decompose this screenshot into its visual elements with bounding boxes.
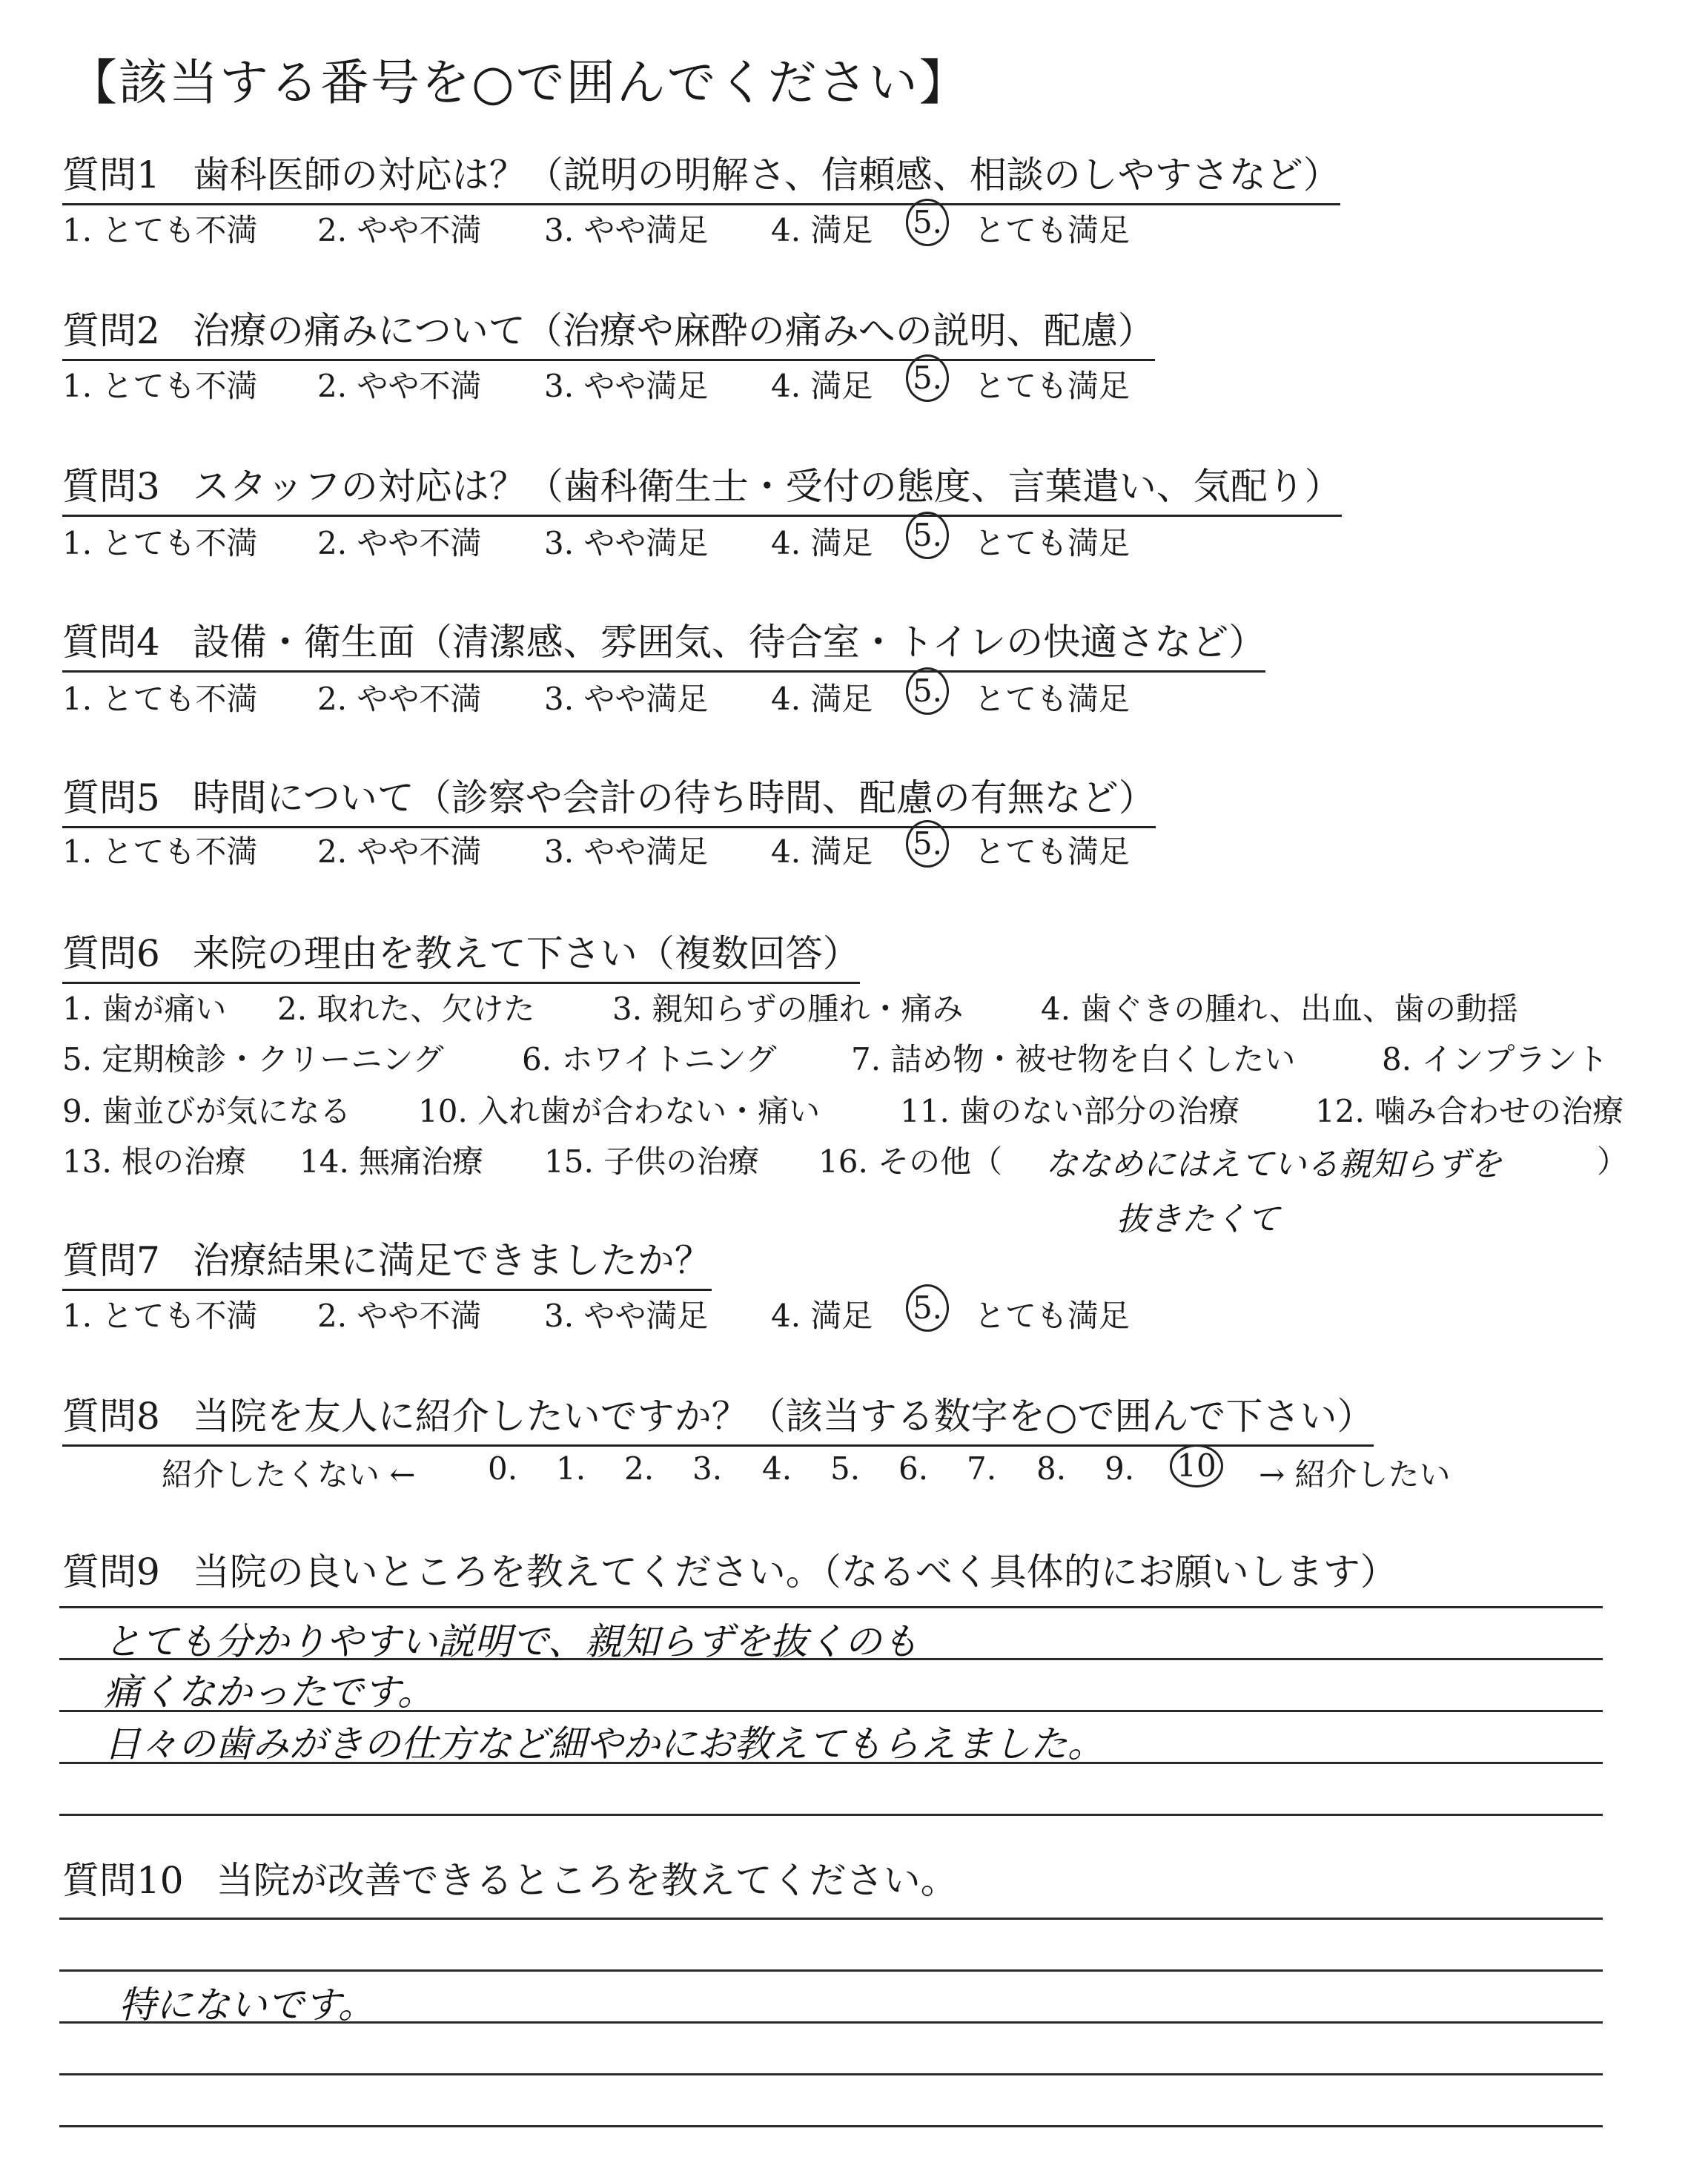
question-8-title: [62, 1387, 1374, 1447]
question-number: 質問7: [62, 1239, 160, 1282]
question-4-title: [62, 612, 1265, 673]
question-number: 質問5: [62, 776, 160, 819]
reason-item: 14. 無痛治療: [299, 1143, 484, 1180]
question-text: 設備・衛生面（清潔感、雰囲気、待合室・トイレの快適さなど）: [192, 621, 1266, 664]
option-1: 1. とても不満: [62, 833, 258, 870]
q9-answer-line-2: 痛くなかったです。: [104, 1671, 434, 1714]
option-1: 1. とても不満: [62, 368, 258, 404]
scale-number: 8.: [1036, 1450, 1067, 1487]
option-2: 2. やや不満: [317, 525, 482, 561]
option-5-circled: 5.: [906, 1284, 949, 1332]
reason-item: 5. 定期検診・クリーニング: [62, 1041, 444, 1077]
reason-item: 12. 噛み合わせの治療: [1315, 1093, 1624, 1129]
question-3-title: [62, 457, 1342, 517]
q6-other-handwritten-line-1: ななめにはえている親知らずを: [1045, 1146, 1502, 1183]
scale-number: 4.: [762, 1450, 792, 1487]
option-5-label: とても満足: [974, 212, 1131, 248]
question-text: スタッフの対応は？（歯科衛生士・受付の態度、言葉遣い、気配り）: [192, 465, 1342, 508]
option-4: 4. 満足: [771, 681, 873, 717]
q9-answer-line-1: とても分かりやすい説明で、親知らずを抜くのも: [104, 1620, 918, 1663]
scale-number: 0.: [488, 1450, 518, 1487]
q9-answer-line-3: 日々の歯みがきの仕方など細やかにお教えてもらえました。: [104, 1723, 1105, 1766]
option-3: 3. やや満足: [544, 212, 709, 248]
option-1: 1. とても不満: [62, 212, 258, 248]
reason-item: 4. 歯ぐきの腫れ、出血、歯の動揺: [1041, 991, 1518, 1027]
question-9-title: [62, 1542, 1397, 1600]
question-text: 治療の痛みについて（治療や麻酔の痛みへの説明、配慮）: [192, 309, 1155, 352]
option-5-circled: 5.: [906, 820, 949, 868]
answer-line: [59, 2073, 1603, 2075]
question-number: 質問1: [62, 153, 160, 196]
scale-left-label: 紹介したくない ←: [162, 1456, 416, 1493]
question-number: 質問9: [62, 1550, 160, 1593]
option-3: 3. やや満足: [544, 1298, 709, 1334]
option-5-label: とても満足: [974, 525, 1131, 561]
question-1-title: [62, 145, 1340, 205]
question-number: 質問6: [62, 932, 160, 975]
reason-item: 15. 子供の治療: [544, 1143, 760, 1180]
q10-answer: 特にないです。: [119, 1984, 375, 2027]
reason-item: 2. 取れた、欠けた: [277, 991, 535, 1027]
reason-item: 16. その他（: [818, 1143, 1003, 1180]
option-2: 2. やや不満: [317, 1298, 482, 1334]
option-4: 4. 満足: [771, 368, 873, 404]
scale-number-circled: 10: [1170, 1444, 1223, 1487]
reason-item: 10. 入れ歯が合わない・痛い: [418, 1093, 821, 1129]
option-2: 2. やや不満: [317, 681, 482, 717]
question-text: 治療結果に満足できましたか？: [192, 1239, 712, 1282]
scale-number: 5.: [830, 1450, 861, 1487]
option-3: 3. やや満足: [544, 368, 709, 404]
answer-line: [59, 1918, 1603, 1920]
scale-number: 6.: [898, 1450, 929, 1487]
option-4: 4. 満足: [771, 212, 873, 248]
q6-other-handwritten-line-2: 抜きたくて: [1116, 1200, 1280, 1238]
question-2-title: [62, 301, 1155, 361]
reason-item: 7. 詰め物・被せ物を白くしたい: [851, 1041, 1296, 1077]
scale-number: 1.: [556, 1450, 586, 1487]
question-10-title: [62, 1851, 958, 1909]
question-number: 質問2: [62, 309, 160, 352]
option-1: 1. とても不満: [62, 525, 258, 561]
option-2: 2. やや不満: [317, 833, 482, 870]
question-number: 質問3: [62, 465, 160, 508]
reason-item: 6. ホワイトニング: [522, 1041, 777, 1077]
reason-item: 3. 親知らずの腫れ・痛み: [612, 991, 964, 1027]
question-text: 当院を友人に紹介したいですか？（該当する数字を○で囲んで下さい）: [192, 1395, 1374, 1438]
scale-number: 9.: [1105, 1450, 1135, 1487]
scale-number: 3.: [692, 1450, 723, 1487]
scale-number: 7.: [967, 1450, 997, 1487]
scale-number: 2.: [624, 1450, 655, 1487]
option-5-circled: 5.: [906, 199, 949, 246]
option-4: 4. 満足: [771, 1298, 873, 1334]
option-3: 3. やや満足: [544, 681, 709, 717]
option-5-circled: 5.: [906, 512, 949, 559]
option-5-label: とても満足: [974, 368, 1131, 404]
reason-item: 13. 根の治療: [62, 1143, 247, 1180]
reason-item: 11. 歯のない部分の治療: [900, 1093, 1240, 1129]
reason-item: 9. 歯並びが気になる: [62, 1093, 351, 1129]
question-text: 時間について（診察や会計の待ち時間、配慮の有無など）: [192, 776, 1156, 819]
question-6-title: [62, 924, 860, 984]
option-5-circled: 5.: [906, 354, 949, 402]
option-5-circled: 5.: [906, 667, 949, 715]
question-text: 来院の理由を教えて下さい（複数回答）: [192, 932, 860, 975]
option-4: 4. 満足: [771, 833, 873, 870]
answer-line: [59, 1969, 1603, 1972]
reason-item: 1. 歯が痛い: [62, 991, 227, 1027]
option-3: 3. やや満足: [544, 833, 709, 870]
answer-line: [59, 1814, 1603, 1816]
option-1: 1. とても不満: [62, 1298, 258, 1334]
option-3: 3. やや満足: [544, 525, 709, 561]
question-5-title: [62, 768, 1156, 828]
question-number: 質問8: [62, 1395, 160, 1438]
reason-item: 8. インプラント: [1382, 1041, 1609, 1077]
question-7-title: [62, 1231, 712, 1291]
option-2: 2. やや不満: [317, 212, 482, 248]
option-5-label: とても満足: [974, 833, 1131, 870]
option-2: 2. やや不満: [317, 368, 482, 404]
option-1: 1. とても不満: [62, 681, 258, 717]
reason-paren-close: ）: [1597, 1143, 1629, 1180]
page-header: 【該当する番号を○で囲んでください】: [68, 54, 970, 111]
option-5-label: とても満足: [974, 1298, 1131, 1334]
option-4: 4. 満足: [771, 525, 873, 561]
question-number: 質問10: [62, 1859, 184, 1902]
question-text: 当院の良いところを教えてください。（なるべく具体的にお願いします）: [192, 1550, 1397, 1593]
question-number: 質問4: [62, 621, 160, 664]
answer-line: [59, 2125, 1603, 2127]
option-5-label: とても満足: [974, 681, 1131, 717]
answer-line: [59, 1606, 1603, 1608]
question-text: 歯科医師の対応は？（説明の明解さ、信頼感、相談のしやすさなど）: [192, 153, 1340, 196]
scale-right-label: → 紹介したい: [1259, 1456, 1451, 1493]
question-text: 当院が改善できるところを教えてください。: [216, 1859, 958, 1902]
